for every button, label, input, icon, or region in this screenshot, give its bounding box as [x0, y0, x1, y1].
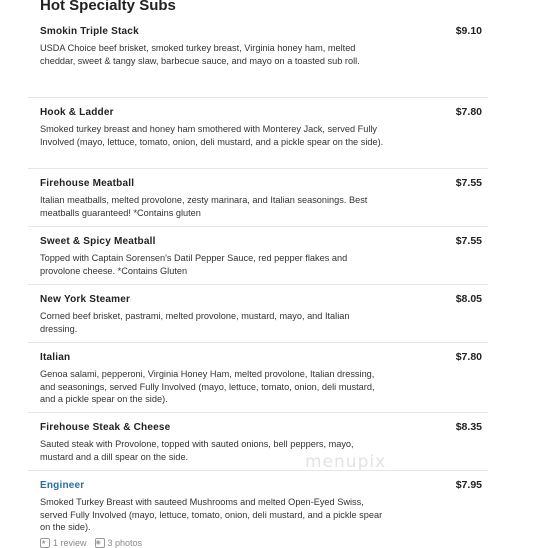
item-price: $7.80	[455, 351, 482, 363]
section-title: Hot Specialty Subs	[40, 0, 176, 14]
item-price: $9.10	[455, 25, 482, 37]
item-description: Sauted steak with Provolone, topped with sauted onions, bell peppers, mayo, mustard and a dill spear on the side.	[40, 439, 354, 462]
menu-item	[28, 342, 488, 412]
menu-item	[28, 412, 488, 470]
reviews-label: 1 review	[53, 537, 87, 548]
camera-icon: ◉	[95, 538, 105, 548]
menu-item	[28, 226, 488, 284]
menu-list	[28, 17, 488, 548]
menu-item	[28, 17, 488, 97]
item-description: Smoked Turkey Breast with sauteed Mushrooms and melted Open-Eyed Swiss, served Fully Involved (mayo, lettuce, tomato, onion, deli mustard, and a pickle spear on the side).	[40, 497, 383, 533]
watermark-logo: menupix	[305, 452, 387, 472]
item-name: Smokin Triple Stack	[40, 26, 139, 37]
photos-link[interactable]	[95, 538, 143, 548]
item-meta	[40, 538, 488, 548]
menu-item	[28, 470, 488, 548]
item-name: Sweet & Spicy Meatball	[40, 236, 156, 247]
item-name: Firehouse Meatball	[40, 178, 135, 189]
item-name: Firehouse Steak & Cheese	[40, 422, 171, 433]
item-price: $7.80	[455, 106, 482, 118]
item-price: $7.95	[455, 479, 482, 491]
item-price: $7.55	[455, 177, 482, 189]
item-name: New York Steamer	[40, 294, 131, 305]
photos-label: 3 photos	[107, 537, 143, 548]
item-description: Italian meatballs, melted provolone, zesty marinara, and Italian seasonings. Best meatballs guaranteed! *Contains gluten	[40, 195, 368, 218]
item-price: $8.35	[455, 421, 482, 433]
item-description: Topped with Captain Sorensen's Datil Pepper Sauce, red pepper flakes and provolone cheese. *Contains Gluten	[40, 253, 348, 276]
item-description: Genoa salami, pepperoni, Virginia Honey Ham, melted provolone, Italian dressing, and seasonings, served Fully Involved (mayo, lettuce, tomato, onion, deli mustard, and a pickle spear on the side).	[40, 369, 375, 405]
reviews-link[interactable]	[40, 538, 87, 548]
item-description: USDA Choice beef brisket, smoked turkey breast, Virginia honey ham, melted cheddar, sweet & tangy slaw, barbecue sauce, and mayo on a toasted sub roll.	[40, 43, 360, 66]
item-name: Hook & Ladder	[40, 107, 114, 118]
item-price: $8.05	[455, 293, 482, 305]
item-description: Smoked turkey breast and honey ham smothered with Monterey Jack, served Fully Involved (mayo, lettuce, tomato, onion, deli mustard, and a pickle spear on the side).	[40, 124, 384, 147]
item-description: Corned beef brisket, pastrami, melted provolone, mustard, mayo, and Italian dressing.	[40, 311, 350, 334]
menu-item	[28, 97, 488, 168]
menu-item	[28, 284, 488, 342]
menu-item	[28, 168, 488, 226]
item-price: $7.55	[455, 235, 482, 247]
item-name: Italian	[40, 352, 71, 363]
item-name-link[interactable]: Engineer	[40, 480, 85, 491]
star-icon: ★	[40, 538, 50, 548]
